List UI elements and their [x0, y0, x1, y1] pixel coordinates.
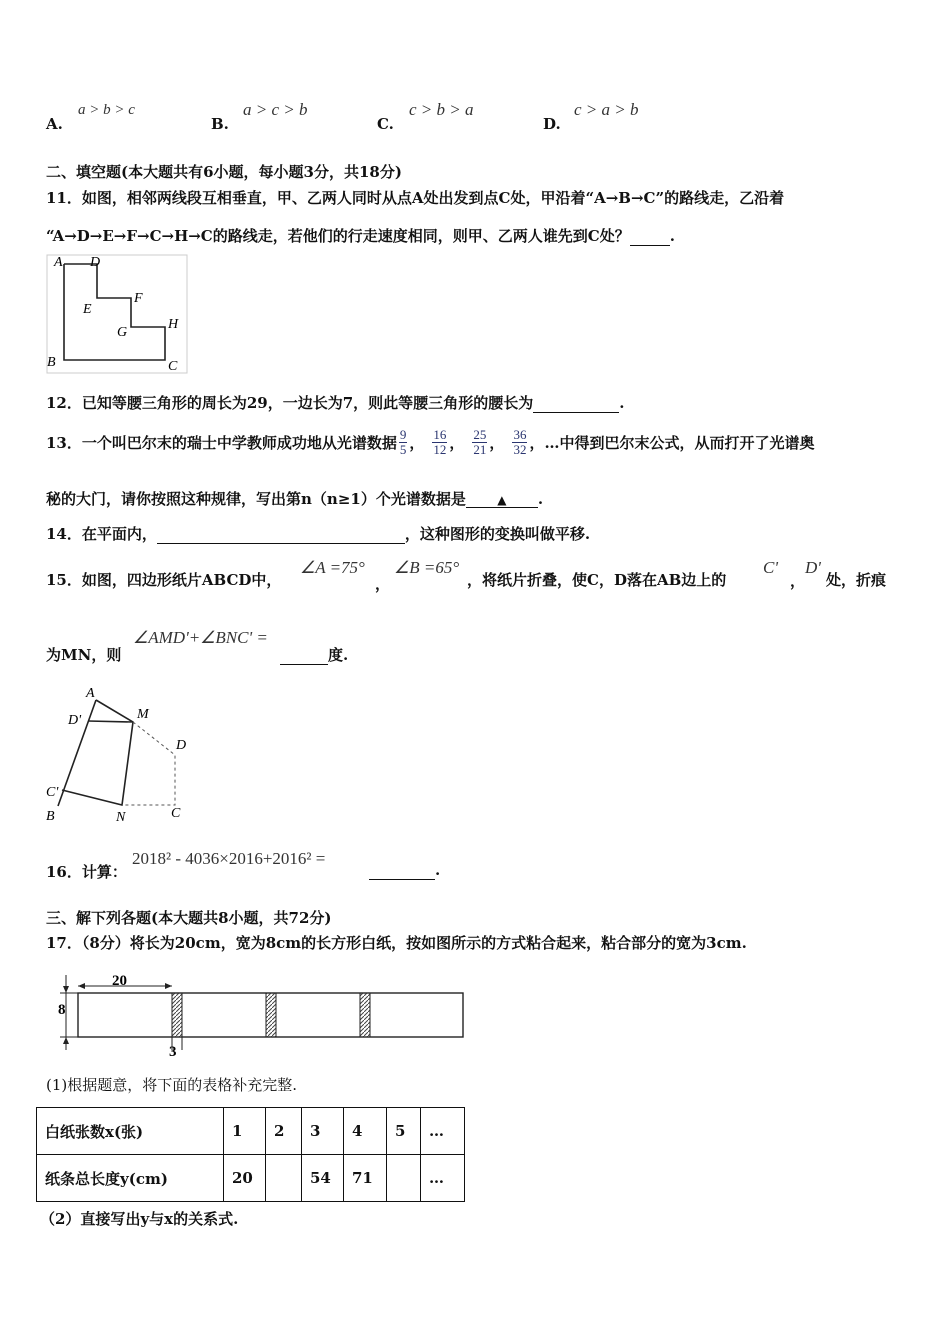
q13-line2: 秘的大门，请你按照这种规律，写出第n（n≥1）个光谱数据是 — [46, 490, 466, 508]
table-cell: 2 — [266, 1108, 302, 1155]
label-c: C — [168, 359, 178, 374]
angle-b: ∠B =65° — [394, 558, 460, 577]
label-c: C — [171, 806, 181, 821]
option-b-label: B. — [211, 115, 229, 133]
q14-answer-blank[interactable] — [157, 525, 405, 544]
option-c-label: C. — [377, 115, 394, 133]
table-cell: 5 — [387, 1108, 421, 1155]
table-cell: 3 — [302, 1108, 344, 1155]
option-a-expr: a > b > c — [78, 102, 135, 118]
q11-figure — [47, 255, 187, 374]
label-d: D — [90, 255, 101, 270]
table-cell-blank[interactable] — [266, 1155, 302, 1202]
table-cell: 纸条总长度y(cm) — [37, 1155, 224, 1202]
q12-answer-blank[interactable] — [533, 394, 619, 413]
table-cell: … — [421, 1155, 465, 1202]
q15-expression: ∠AMD'+∠BNC' = — [133, 628, 268, 647]
table-cell: 1 — [224, 1108, 266, 1155]
q11-end: . — [669, 227, 675, 245]
comma: ， — [790, 572, 806, 590]
table-cell-blank[interactable] — [387, 1155, 421, 1202]
label-f: F — [134, 291, 143, 306]
d-prime: D' — [805, 558, 821, 577]
label-c-prime: C' — [46, 785, 59, 800]
q17-table — [36, 1107, 465, 1202]
table-cell: 4 — [344, 1108, 387, 1155]
option-d-expr: c > a > b — [574, 100, 639, 119]
option-a-label: A. — [46, 115, 63, 133]
label-3: 3 — [169, 1044, 177, 1060]
label-d: D — [176, 738, 187, 753]
q17-figure — [58, 973, 463, 1060]
fraction: $\frac{9}{5}$ — [399, 427, 407, 457]
option-b-expr: a > c > b — [243, 100, 308, 119]
q14-pre: 14．在平面内， — [46, 525, 157, 543]
label-h: H — [168, 317, 179, 332]
label-b: B — [46, 809, 55, 824]
q15-line2-pre: 为MN，则 — [46, 646, 122, 664]
label-n: N — [116, 810, 126, 825]
q17-part2: （2）直接写出y与x的关系式. — [40, 1210, 239, 1228]
q12-text: 12．已知等腰三角形的周长为29，一边长为7，则此等腰三角形的腰长为 — [46, 394, 534, 412]
q13-post: ，…中得到巴尔末公式，从而打开了光谱奥 — [529, 434, 815, 452]
label-m: M — [137, 707, 149, 722]
q13-answer-blank[interactable]: ▲ — [466, 493, 538, 508]
section-2-heading: 二、填空题(本大题共有6小题，每小题3分，共18分) — [46, 163, 402, 181]
exam-page: A. a > b > c B. a > c > b C. c > b > a D. c > a > b 二、填空题(本大题共有6小题，每小题3分，共18分) 11．如图，相邻两线段互相垂直，甲、乙两人同时从点A处出发到点C处，甲沿着“A→B→C”的路线走，乙沿着 “A→D→E→F→C→H→C的路线走，若他们的行走速度相同，则甲、乙两人谁先到C处？ . A D E F G H B C A D' M D C' B N C 20 8 3 12．已知等腰三角形的周长为29，一边长为7，则此等腰三角形的腰长为 . 13．一个叫巴尔末的瑞士中学教师成功地从光谱数据 $\frac{9}{5}$ ， $\frac{16}{12}$ ， $\frac{25}{21}$ ， $\frac{36}{32}$ ，…中得到巴尔末公式，从而打开了光谱奥 秘的大门，请你按照这种规律，写出第n（n≥1）个光谱数据是 ▲ . 14．在平面内， ，这种图形的变换叫做平移. 15．如图，四边形纸片ABCD中， ∠A =75° ， ∠B =65° ，将纸片折叠，使C，D落在AB边上的 C' ， D' 处，折痕 为MN，则 ∠AMD'+∠BNC' = 度. 16．计算： 2018² - 4036×2016+2016² = . 三、解下列各题(本大题共8小题，共72分) 17．（8分）将长为20cm，宽为8cm的长方形白纸，按如图所示的方式粘合起来，粘合部分的宽为3cm. (1)根据题意，将下面的表格补充完整. 白纸张数x(张) 1 2 3 4 5 … 纸条总长度y(cm) 20 54 71 … （2）直接写出y与x的关系式. — [0, 0, 950, 1344]
table-cell: 白纸张数x(张) — [37, 1108, 224, 1155]
table-cell: … — [421, 1108, 465, 1155]
q15-figure — [46, 686, 186, 825]
table-row — [37, 1155, 465, 1202]
q11-line2: “A→D→E→F→C→H→C的路线走，若他们的行走速度相同，则甲、乙两人谁先到C处？ — [46, 227, 630, 245]
label-a: A — [86, 686, 95, 701]
q15-pre: 15．如图，四边形纸片ABCD中， — [46, 571, 282, 589]
c-prime: C' — [763, 558, 778, 577]
table-cell: 20 — [224, 1155, 266, 1202]
q15-end: 度. — [328, 646, 349, 664]
option-d-label: D. — [543, 115, 561, 133]
q17-part1: (1)根据题意，将下面的表格补充完整. — [46, 1076, 298, 1094]
angle-a: ∠A =75° — [300, 558, 365, 577]
q16-expression: 2018² - 4036×2016+2016² = — [132, 849, 326, 868]
q15-answer-blank[interactable] — [280, 646, 328, 665]
comma: ， — [375, 575, 391, 593]
q13-pre: 13．一个叫巴尔末的瑞士中学教师成功地从光谱数据 — [46, 434, 397, 452]
table-cell: 71 — [344, 1155, 387, 1202]
q17-text: 17．（8分）将长为20cm，宽为8cm的长方形白纸，按如图所示的方式粘合起来，粘合部分的宽为3cm. — [46, 934, 747, 952]
label-d-prime: D' — [68, 713, 82, 728]
option-c-expr: c > b > a — [409, 100, 474, 119]
label-a: A — [54, 255, 63, 270]
q14-post: ，这种图形的变换叫做平移. — [404, 525, 591, 543]
q16-answer-blank[interactable] — [369, 861, 435, 880]
label-g: G — [117, 325, 128, 340]
q16-pre: 16．计算： — [46, 863, 127, 881]
q15-mid: ，将纸片折叠，使C，D落在AB边上的 — [467, 571, 727, 589]
q11-line1: 11．如图，相邻两线段互相垂直，甲、乙两人同时从点A处出发到点C处，甲沿着“A→B→C”的路线走，乙沿着 — [46, 189, 785, 207]
section-3-heading: 三、解下列各题(本大题共8小题，共72分) — [46, 909, 332, 927]
table-row — [37, 1108, 465, 1155]
label-8: 8 — [58, 1002, 66, 1018]
fraction: $\frac{16}{12}$ — [433, 427, 447, 457]
label-20: 20 — [112, 973, 127, 989]
label-b: B — [47, 355, 56, 370]
fraction: $\frac{25}{21}$ — [473, 427, 487, 457]
fraction: $\frac{36}{32}$ — [513, 427, 527, 457]
label-e: E — [83, 302, 92, 317]
q12-end: . — [619, 394, 625, 412]
table-cell: 54 — [302, 1155, 344, 1202]
q15-post: 处，折痕 — [826, 571, 887, 589]
